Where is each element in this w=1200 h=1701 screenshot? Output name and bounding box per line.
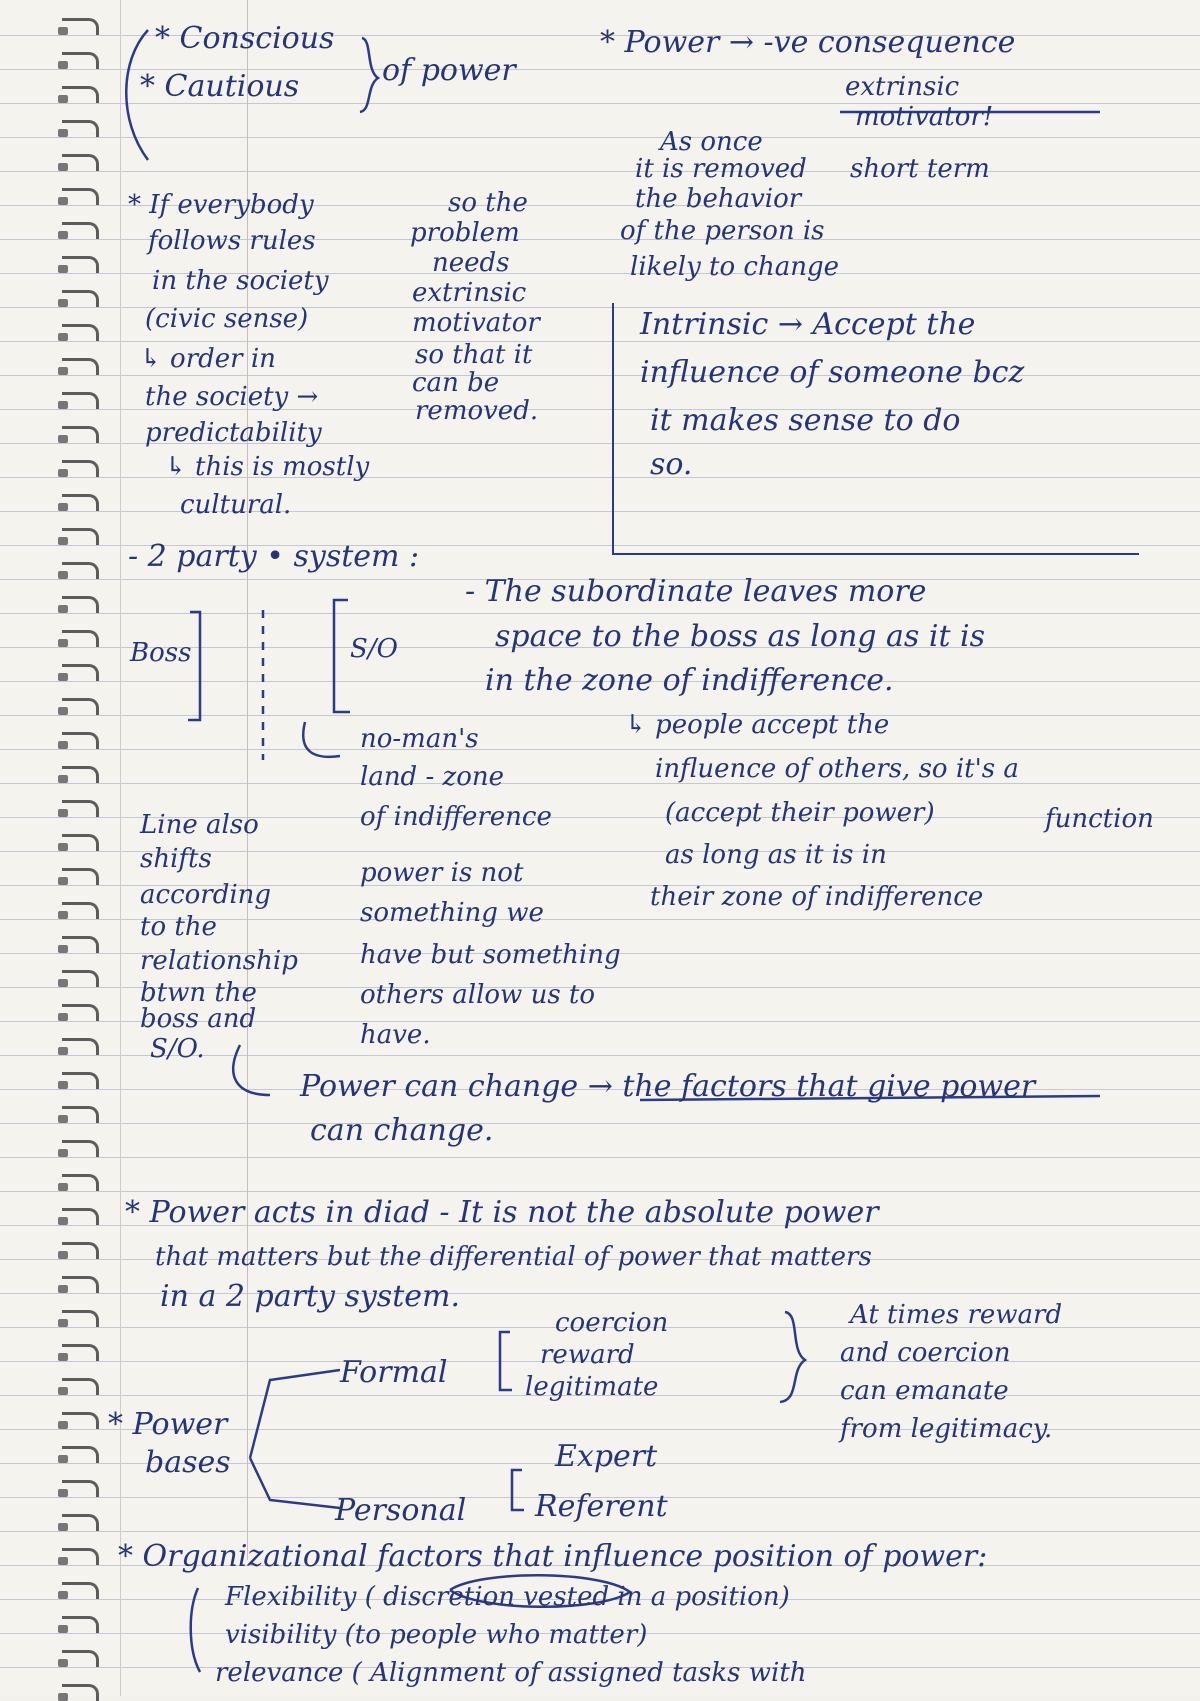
note-problem: problem	[410, 218, 520, 248]
note-so-the: so the	[448, 188, 528, 218]
note-reward: reward	[540, 1340, 635, 1370]
note-predictability: predictability	[145, 418, 322, 448]
note-follows-rules: follows rules	[148, 226, 316, 256]
note-power-consequence: * Power → -ve consequence	[600, 25, 1016, 60]
note-mostly: ↳ this is mostly	[165, 452, 370, 482]
note-the-behavior: the behavior	[635, 184, 802, 214]
note-expert: Expert	[555, 1439, 658, 1474]
note-cautious: * Cautious	[140, 69, 300, 104]
note-pw3: have but something	[360, 940, 621, 970]
note-intrinsic: Intrinsic → Accept the	[640, 307, 976, 342]
note-removed: removed.	[415, 396, 539, 426]
note-two-party: - 2 party • system :	[128, 539, 420, 574]
note-short-term: short term	[850, 154, 990, 184]
note-at-times3: can emanate	[840, 1376, 1009, 1406]
note-if-everybody: * If everybody	[128, 190, 314, 220]
personal-brace	[512, 1470, 524, 1510]
note-makes-sense: it makes sense to do	[650, 403, 961, 438]
note-pw4: others allow us to	[360, 980, 596, 1010]
formal-brace	[500, 1332, 512, 1390]
arrow-curve-line	[233, 1045, 270, 1095]
note-sub1: - The subordinate leaves more	[465, 574, 927, 609]
note-needs: needs	[432, 248, 510, 278]
note-likely-change: likely to change	[630, 252, 839, 282]
arrow-curve-nomans	[303, 722, 340, 757]
note-motivator2: motivator	[412, 308, 540, 338]
note-cultural: cultural.	[180, 490, 292, 520]
note-line1: Line also	[140, 810, 259, 840]
note-nomans2: land - zone	[360, 762, 505, 792]
note-at-times4: from legitimacy.	[840, 1414, 1053, 1444]
note-civic-sense: (civic sense)	[145, 304, 309, 334]
note-people3: (accept their power)	[665, 798, 935, 828]
note-of-person: of the person is	[620, 216, 825, 246]
note-pw2: something we	[360, 898, 544, 928]
note-referent: Referent	[535, 1489, 668, 1524]
note-people5: their zone of indifference	[650, 882, 984, 912]
note-pw5: have.	[360, 1020, 431, 1050]
note-dyad3: in a 2 party system.	[160, 1279, 460, 1314]
note-people4: as long as it is in	[665, 840, 887, 870]
note-dyad2: that matters but the differential of power that matters	[155, 1242, 872, 1272]
note-sub2: space to the boss as long as it is	[495, 619, 986, 654]
note-line7: boss and	[140, 1004, 257, 1034]
note-can-be: can be	[412, 368, 500, 398]
note-change2: can change.	[310, 1113, 494, 1148]
note-people1: ↳ people accept the	[625, 710, 890, 740]
note-line4: to the	[140, 912, 217, 942]
note-people2: influence of others, so it's a	[655, 754, 1019, 784]
note-formal: Formal	[340, 1355, 448, 1390]
note-personal: Personal	[335, 1493, 467, 1528]
note-nomans1: no-man's	[360, 724, 479, 754]
note-so: so.	[650, 447, 693, 482]
note-order-in: ↳ order in	[140, 344, 276, 374]
note-line8: S/O.	[150, 1034, 205, 1064]
note-as-once: As once	[660, 127, 763, 157]
note-sub3: in the zone of indifference.	[485, 663, 894, 698]
note-pw1: power is not	[360, 858, 524, 888]
note-line3: according	[140, 880, 272, 910]
note-function: function	[1045, 804, 1154, 834]
note-line2: shifts	[140, 844, 212, 874]
curly-brace-of-power	[360, 38, 378, 112]
note-at-times2: and coercion	[840, 1338, 1011, 1368]
note-of-power: of power	[382, 53, 516, 88]
note-society-arrow: the society →	[145, 382, 319, 412]
so-bracket	[334, 600, 350, 712]
note-so-label: S/O	[350, 634, 398, 664]
note-org: * Organizational factors that influence position of power:	[118, 1539, 988, 1574]
note-dyad1: * Power acts in diad - It is not the absolute power	[125, 1195, 879, 1230]
note-vis: visibility (to people who matter)	[225, 1620, 648, 1650]
note-so-that: so that it	[415, 340, 533, 370]
note-flex: Flexibility ( discretion vested in a position)	[225, 1582, 790, 1612]
note-line6: btwn the	[140, 978, 257, 1008]
note-change1: Power can change → the factors that give power	[300, 1069, 1036, 1104]
note-conscious: * Conscious	[155, 21, 335, 56]
note-coercion: coercion	[555, 1308, 669, 1338]
note-in-society: in the society	[152, 266, 329, 296]
note-rel: relevance ( Alignment of assigned tasks with	[215, 1658, 807, 1688]
note-legitimate: legitimate	[525, 1372, 659, 1402]
note-extrinsic: extrinsic	[845, 72, 960, 102]
bases-arrows	[250, 1370, 340, 1508]
note-extrinsic2: extrinsic	[412, 278, 527, 308]
note-power-bases1: * Power	[108, 1407, 228, 1442]
note-line5: relationship	[140, 946, 298, 976]
note-at-times1: At times reward	[850, 1300, 1063, 1330]
org-brace	[191, 1588, 200, 1672]
note-it-is-removed: it is removed	[635, 154, 807, 184]
note-nomans3: of indifference	[360, 802, 552, 832]
note-motivator: motivator!	[855, 102, 994, 132]
note-influence: influence of someone bcz	[640, 355, 1025, 390]
right-brace	[780, 1312, 805, 1402]
note-boss: Boss	[130, 638, 192, 668]
note-power-bases2: bases	[145, 1445, 231, 1480]
